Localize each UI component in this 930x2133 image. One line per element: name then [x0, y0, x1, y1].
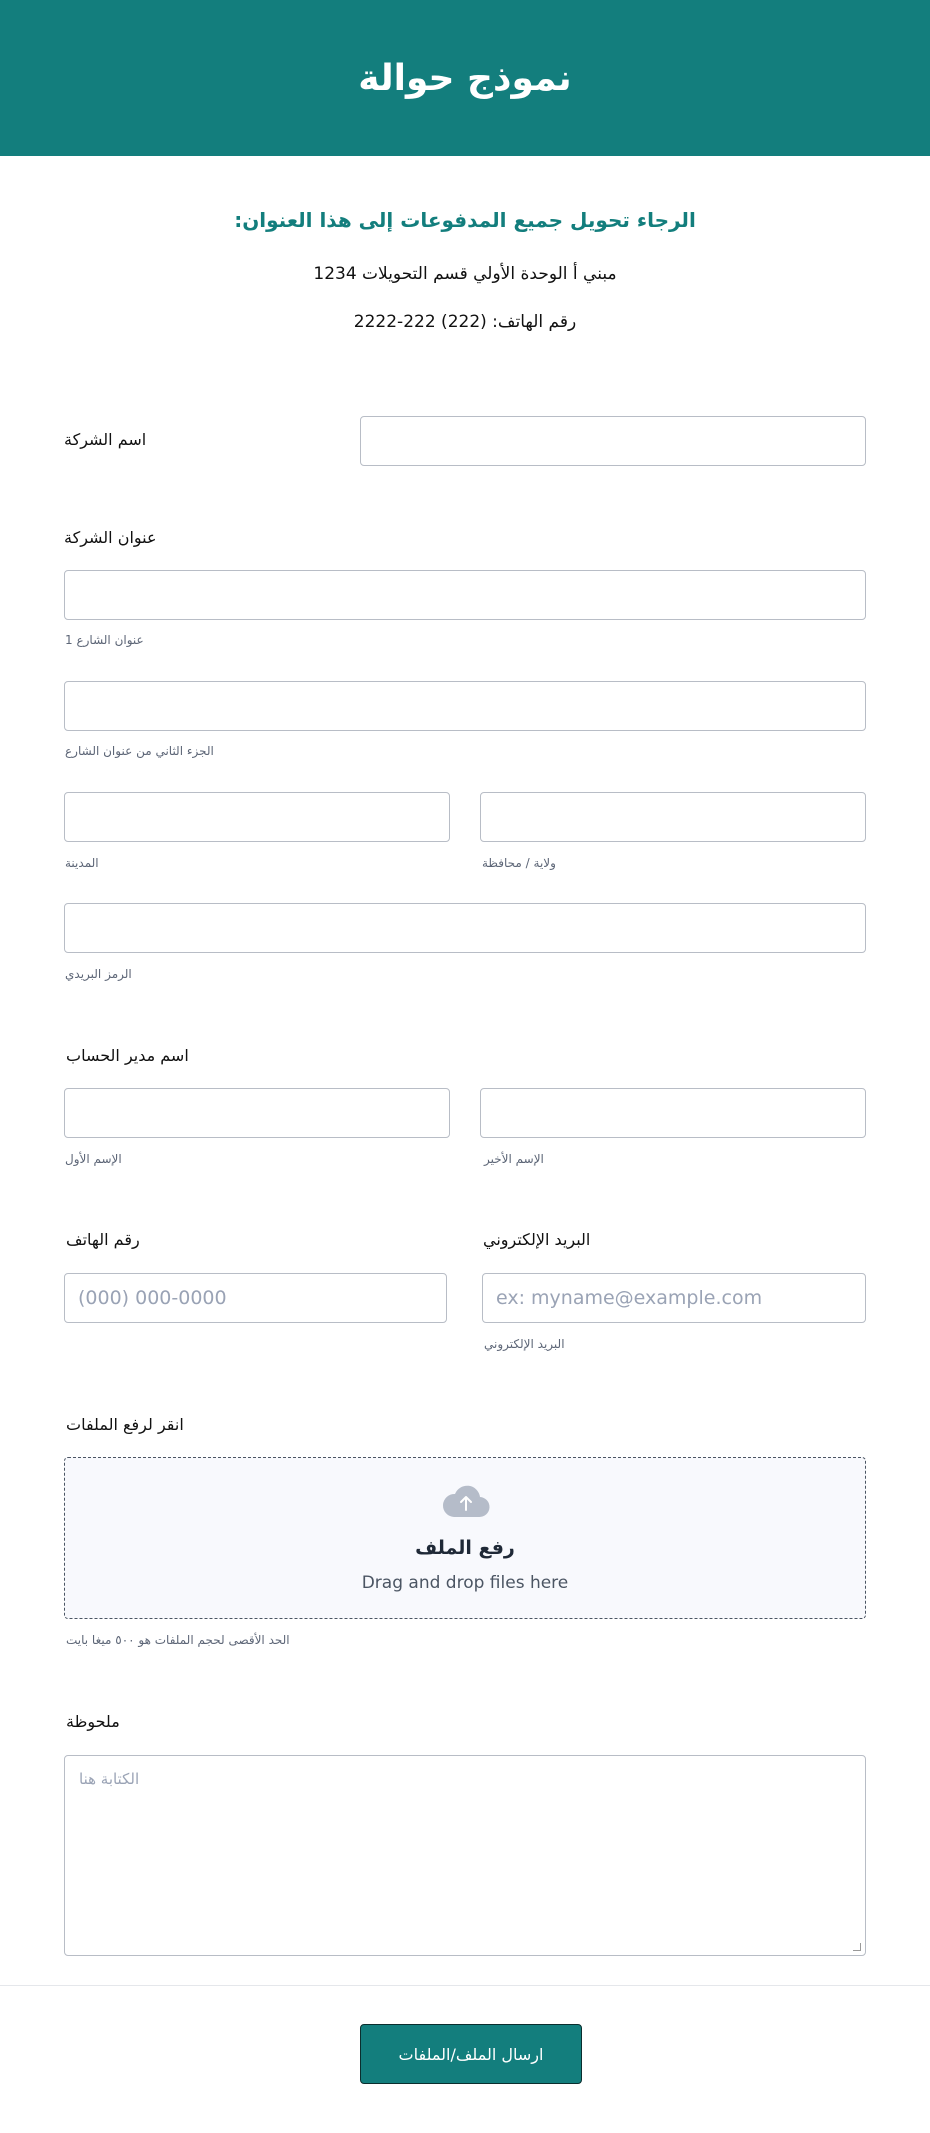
phone-label: رقم الهاتف [66, 1230, 140, 1249]
intro-title: الرجاء تحويل جميع المدفوعات إلى هذا العنوان: [234, 208, 696, 232]
street2-sublabel: الجزء الثاني من عنوان الشارع [65, 744, 214, 758]
last-name-sublabel: الإسم الأخير [484, 1152, 544, 1166]
street1-sublabel: عنوان الشارع 1 [65, 633, 144, 647]
company-name-input[interactable] [361, 417, 865, 465]
upload-title: رفع الملف [415, 1537, 515, 1559]
last-name-field[interactable] [480, 1088, 866, 1138]
city-field[interactable] [64, 792, 450, 842]
company-address-label: عنوان الشركة [64, 528, 157, 547]
company-name-label: اسم الشركة [64, 430, 147, 449]
form-header [0, 0, 930, 156]
resize-grip-icon[interactable] [853, 1943, 861, 1951]
note-textarea[interactable] [65, 1756, 865, 1955]
upload-subtitle: Drag and drop files here [361, 1573, 569, 1593]
first-name-field[interactable] [64, 1088, 450, 1138]
upload-label: انقر لرفع الملفات [66, 1415, 184, 1434]
state-input[interactable] [481, 793, 865, 841]
intro-phone: رقم الهاتف: (222) 222-2222 [353, 312, 577, 332]
cloud-upload-icon [442, 1484, 490, 1518]
phone-input[interactable] [65, 1274, 446, 1322]
street2-field[interactable] [64, 681, 866, 731]
city-input[interactable] [65, 793, 449, 841]
file-upload-dropzone[interactable] [64, 1457, 866, 1619]
phone-field[interactable] [64, 1273, 447, 1323]
form-title: نموذج حوالة [358, 57, 572, 99]
footer-divider [0, 1985, 930, 1986]
email-sublabel: البريد الإلكتروني [484, 1337, 565, 1351]
submit-button[interactable]: ارسال الملف/الملفات [360, 2024, 582, 2084]
street2-input[interactable] [65, 682, 865, 730]
city-sublabel: المدينة [65, 856, 99, 870]
note-field[interactable] [64, 1755, 866, 1956]
email-label: البريد الإلكتروني [483, 1230, 591, 1249]
zip-sublabel: الرمز البريدي [65, 967, 132, 981]
upload-limit-note: الحد الأقصى لحجم الملفات هو ٥٠٠ ميغا بايت [66, 1633, 290, 1647]
state-sublabel: ولاية / محافظة [482, 856, 556, 870]
intro-address: مبني أ الوحدة الأولي قسم التحويلات 1234 [313, 264, 617, 284]
zip-input[interactable] [65, 904, 865, 952]
first-name-sublabel: الإسم الأول [65, 1152, 122, 1166]
account-manager-label: اسم مدير الحساب [66, 1046, 189, 1065]
first-name-input[interactable] [65, 1089, 449, 1137]
zip-field[interactable] [64, 903, 866, 953]
state-field[interactable] [480, 792, 866, 842]
email-input[interactable] [483, 1274, 865, 1322]
street1-input[interactable] [65, 571, 865, 619]
last-name-input[interactable] [481, 1089, 865, 1137]
email-field[interactable] [482, 1273, 866, 1323]
company-name-field[interactable] [360, 416, 866, 466]
note-label: ملحوظة [66, 1712, 120, 1731]
street1-field[interactable] [64, 570, 866, 620]
